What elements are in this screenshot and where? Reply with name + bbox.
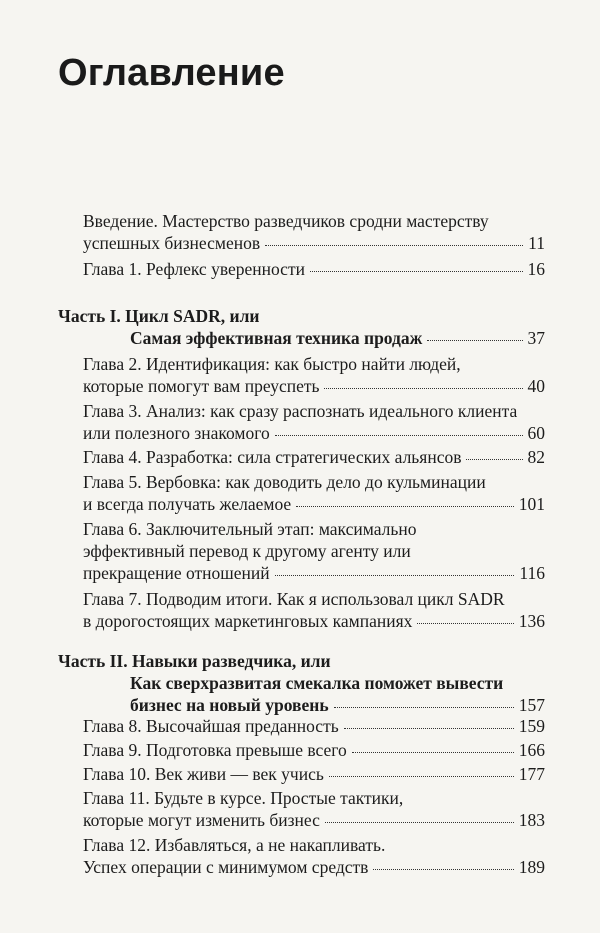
page-number: 157 — [518, 695, 545, 715]
toc-chapter-entry — [83, 446, 545, 468]
entry-title-line: которые могут изменить бизнес — [83, 810, 320, 830]
page-number: 116 — [519, 563, 545, 583]
entry-title-line: Глава 2. Идентификация: как быстро найти людей, — [83, 354, 461, 374]
dot-leader — [344, 728, 514, 729]
page-number: 136 — [518, 611, 545, 631]
page-number: 16 — [527, 259, 545, 279]
toc-chapter-entry — [83, 588, 545, 632]
toc-chapter-entry — [83, 210, 545, 254]
page-number: 183 — [518, 810, 545, 830]
entry-title-line: и всегда получать желаемое — [83, 494, 292, 514]
entry-title-line: которые помогут вам преуспеть — [83, 376, 320, 396]
page-number: 82 — [527, 447, 545, 467]
toc-part-entry — [58, 650, 545, 716]
toc-chapter-entry — [83, 763, 545, 785]
page-number: 37 — [527, 328, 545, 348]
entry-title-line: Самая эффективная техника продаж — [130, 328, 423, 348]
toc-chapter-entry — [83, 258, 545, 280]
toc-chapter-entry — [83, 715, 545, 737]
entry-title-line: Глава 6. Заключительный этап: максимально — [83, 519, 417, 539]
page-number: 60 — [527, 423, 545, 443]
entry-title-line: Глава 4. Разработка: сила стратегических альянсов — [83, 447, 462, 467]
toc-part-entry — [58, 305, 545, 349]
dot-leader — [275, 435, 523, 436]
dot-leader — [466, 459, 522, 460]
entry-title-line: прекращение отношений — [83, 563, 270, 583]
entry-title-line: Глава 12. Избавляться, а не накапливать. — [83, 835, 386, 855]
dot-leader — [427, 340, 522, 341]
toc-chapter-entry — [83, 471, 545, 515]
entry-title-line: Глава 9. Подготовка превыше всего — [83, 740, 347, 760]
toc-chapter-entry — [83, 834, 545, 878]
entry-title-line: Введение. Мастерство разведчиков сродни мастерству — [83, 211, 489, 231]
page-number: 177 — [518, 764, 545, 784]
page-number: 40 — [527, 376, 545, 396]
entry-title-line: Глава 1. Рефлекс уверенности — [83, 259, 305, 279]
dot-leader — [417, 623, 513, 624]
entry-title-line: в дорогостоящих маркетинговых кампаниях — [83, 611, 413, 631]
page-number: 189 — [518, 857, 545, 877]
dot-leader — [275, 575, 515, 576]
toc-chapter-entry — [83, 353, 545, 397]
toc-chapter-entry — [83, 518, 545, 584]
dot-leader — [325, 822, 514, 823]
dot-leader — [329, 776, 514, 777]
dot-leader — [324, 388, 522, 389]
dot-leader — [310, 271, 523, 272]
page-number: 101 — [518, 494, 545, 514]
entry-title-line: или полезного знакомого — [83, 423, 270, 443]
entry-title-line: успешных бизнесменов — [83, 233, 261, 253]
entry-title-line: Глава 5. Вербовка: как доводить дело до кульминации — [83, 472, 486, 492]
entry-title-line: Глава 8. Высочайшая преданность — [83, 716, 339, 736]
entry-title-line: эффективный перевод к другому агенту или — [83, 541, 411, 561]
entry-title-line: Часть I. Цикл SADR, или — [58, 306, 260, 326]
entry-title-line: Глава 11. Будьте в курсе. Простые тактики, — [83, 788, 404, 808]
entry-title-line: Глава 3. Анализ: как сразу распознать идеального клиента — [83, 401, 518, 421]
entry-title-line: Как сверхразвитая смекалка поможет вывести — [130, 673, 504, 693]
dot-leader — [334, 707, 514, 708]
toc-chapter-entry — [83, 739, 545, 761]
toc-chapter-entry — [83, 400, 545, 444]
dot-leader — [373, 869, 513, 870]
dot-leader — [296, 506, 514, 507]
entry-title-line: бизнес на новый уровень — [130, 695, 329, 715]
page-number: 159 — [518, 716, 545, 736]
entry-title-line: Успех операции с минимумом средств — [83, 857, 369, 877]
toc-chapter-entry — [83, 787, 545, 831]
entry-title-line: Глава 7. Подводим итоги. Как я использовал цикл SADR — [83, 589, 505, 609]
dot-leader — [265, 245, 523, 246]
entry-title-line: Часть II. Навыки разведчика, или — [58, 651, 331, 671]
dot-leader — [352, 752, 514, 753]
page-title: Оглавление — [58, 52, 285, 94]
page-number: 11 — [528, 233, 545, 253]
page-number: 166 — [518, 740, 545, 760]
entry-title-line: Глава 10. Век живи — век учись — [83, 764, 324, 784]
